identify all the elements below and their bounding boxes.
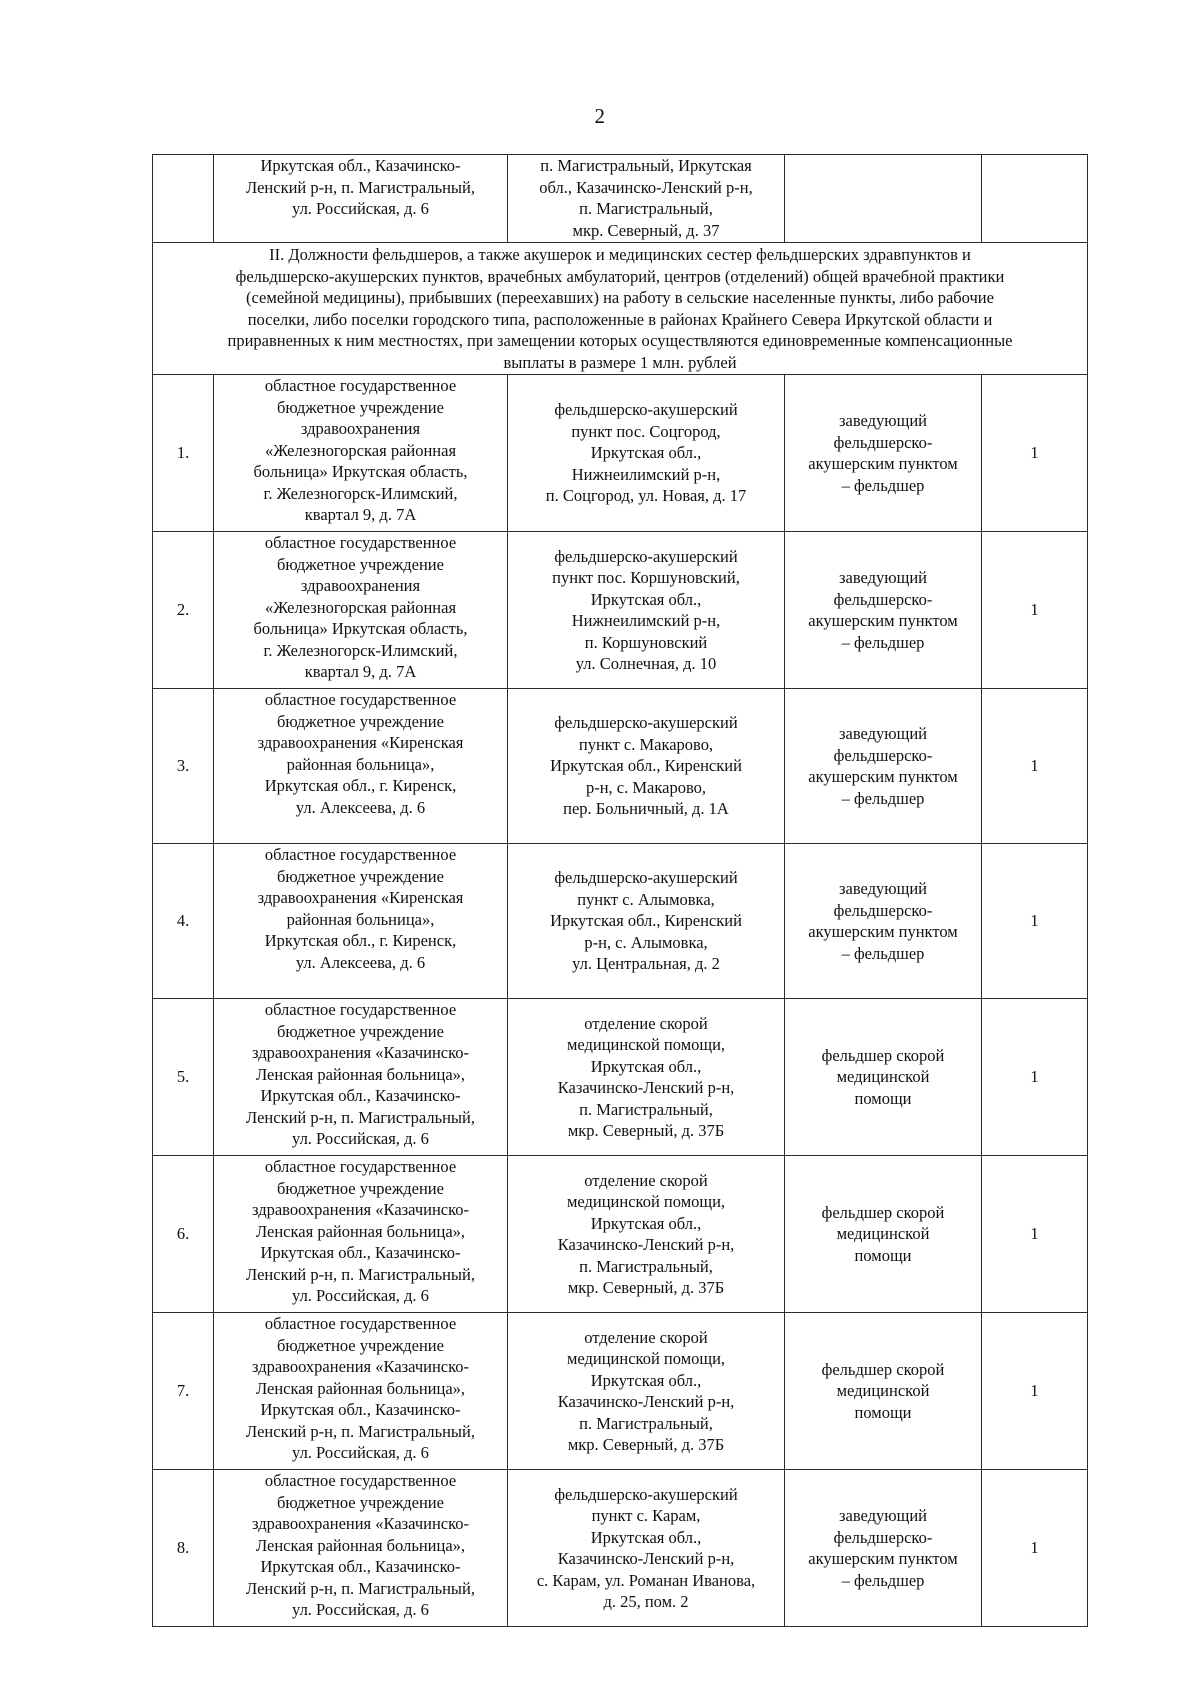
cell-unit: [508, 844, 785, 999]
cell-position: [785, 1470, 982, 1627]
unit-line: фельдшерско-акушерский: [554, 713, 738, 733]
institution-line: Ленский р-н, п. Магистральный,: [246, 1107, 475, 1127]
position-line: фельдшерско-: [833, 1527, 933, 1547]
institution-line: Иркутская обл., Казачинско-: [260, 156, 461, 175]
cell-position: [785, 1313, 982, 1470]
cell-unit: [508, 1156, 785, 1313]
unit-line: п. Коршуновский: [584, 632, 708, 652]
unit-line: Казачинско-Ленский р-н,: [557, 1392, 735, 1411]
position-line: фельдшер скорой: [821, 1045, 945, 1065]
position-line: акушерским пунктом: [808, 454, 958, 473]
unit-line: д. 25, пом. 2: [603, 1592, 689, 1611]
unit-line: п. Магистральный,: [579, 199, 713, 218]
institution-line: Ленская районная больница»,: [255, 1378, 466, 1398]
unit-line: Иркутская обл.,: [590, 1213, 702, 1233]
cell-count: 1: [982, 689, 1088, 844]
unit-line: пункт с. Карам,: [591, 1506, 701, 1525]
position-line: фельдшерско-: [833, 432, 933, 452]
institution-line: ул. Российская, д. 6: [292, 1600, 429, 1619]
table-row: [153, 1470, 1088, 1627]
institution-line: бюджетное учреждение: [277, 397, 444, 417]
cell-number: 6.: [153, 1156, 214, 1313]
unit-line: мкр. Северный, д. 37Б: [567, 1435, 725, 1454]
unit-line: мкр. Северный, д. 37Б: [567, 1278, 725, 1297]
institution-line: ул. Российская, д. 6: [292, 1129, 429, 1148]
cell-number: 3.: [153, 689, 214, 844]
cell-institution: [214, 689, 508, 844]
unit-line: Иркутская обл., Киренский: [550, 756, 742, 776]
unit-line: Иркутская обл.,: [590, 1370, 702, 1390]
section-line: поселки, либо поселки городского типа, расположенные в районах Крайнего Севера Иркутской области и: [247, 309, 993, 329]
cell-count: 1: [982, 1313, 1088, 1470]
cell-institution: [214, 155, 508, 243]
unit-line: медицинской помощи,: [566, 1035, 726, 1054]
unit-line: п. Магистральный,: [579, 1256, 713, 1276]
institution-line: бюджетное учреждение: [277, 1021, 444, 1041]
position-line: заведующий: [839, 568, 927, 587]
institution-line: Иркутская обл., Казачинско-: [260, 1243, 461, 1262]
position-line: – фельдшер: [841, 475, 925, 495]
cell-position: [785, 375, 982, 532]
cell-number: 4.: [153, 844, 214, 999]
institution-line: областное государственное: [264, 1157, 457, 1176]
position-line: фельдшер скорой: [821, 1359, 945, 1379]
institution-line: ул. Российская, д. 6: [292, 1443, 429, 1462]
position-line: – фельдшер: [841, 943, 925, 963]
institution-line: областное государственное: [264, 690, 457, 709]
unit-line: медицинской помощи,: [566, 1349, 726, 1368]
institution-line: квартал 9, д. 7А: [304, 505, 417, 524]
unit-line: пер. Больничный, д. 1А: [563, 799, 729, 819]
cell-unit: [508, 1470, 785, 1627]
cell-institution: [214, 1313, 508, 1470]
cell-institution: [214, 532, 508, 689]
unit-line: Нижнеилимский р-н,: [571, 611, 721, 630]
position-line: фельдшер скорой: [821, 1202, 945, 1222]
cell-number: 8.: [153, 1470, 214, 1627]
cell-institution: [214, 1156, 508, 1313]
position-line: – фельдшер: [841, 1570, 925, 1590]
unit-line: пункт с. Макарово,: [578, 734, 714, 754]
position-line: заведующий: [839, 879, 927, 898]
page-number: 2: [594, 104, 606, 128]
institution-line: областное государственное: [264, 1314, 457, 1333]
institution-line: Ленский р-н, п. Магистральный,: [246, 177, 475, 197]
institution-line: г. Железногорск-Илимский,: [263, 483, 458, 503]
unit-line: Казачинско-Ленский р-н,: [557, 1235, 735, 1254]
institution-line: бюджетное учреждение: [277, 554, 444, 574]
institution-line: здравоохранения «Киренская: [257, 888, 464, 907]
cell-institution: [214, 844, 508, 999]
cell-count: 1: [982, 1156, 1088, 1313]
cell-institution: [214, 375, 508, 532]
institution-line: Ленский р-н, п. Магистральный,: [246, 1578, 475, 1598]
institution-line: бюджетное учреждение: [277, 1178, 444, 1198]
unit-line: п. Магистральный,: [579, 1413, 713, 1433]
unit-line: медицинской помощи,: [566, 1192, 726, 1211]
unit-line: ул. Центральная, д. 2: [572, 954, 720, 974]
institution-line: здравоохранения «Казачинско-: [251, 1357, 470, 1376]
unit-line: мкр. Северный, д. 37Б: [567, 1121, 725, 1140]
position-line: акушерским пунктом: [808, 767, 958, 786]
institution-line: областное государственное: [264, 1471, 457, 1490]
institution-line: бюджетное учреждение: [277, 711, 444, 731]
position-line: помощи: [854, 1088, 912, 1108]
position-line: фельдшерско-: [833, 900, 933, 920]
institution-line: Иркутская обл., Казачинско-: [260, 1557, 461, 1576]
institution-line: здравоохранения «Казачинско-: [251, 1043, 470, 1062]
position-line: заведующий: [839, 411, 927, 430]
cell-unit: [508, 532, 785, 689]
table-row: [153, 999, 1088, 1156]
position-line: акушерским пунктом: [808, 1549, 958, 1568]
cell-unit: [508, 999, 785, 1156]
table-row: [153, 532, 1088, 689]
institution-line: Ленская районная больница»,: [255, 1535, 466, 1555]
institution-line: ул. Российская, д. 6: [292, 199, 429, 218]
cell-count: 1: [982, 999, 1088, 1156]
unit-line: фельдшерско-акушерский: [554, 1484, 738, 1504]
institution-line: «Железногорская районная: [264, 440, 457, 460]
continuation-row: [153, 155, 1088, 243]
institution-line: больница» Иркутская область,: [253, 462, 468, 481]
unit-line: мкр. Северный, д. 37: [572, 220, 720, 240]
institution-line: ул. Российская, д. 6: [292, 1286, 429, 1305]
table-row: [153, 1313, 1088, 1470]
unit-line: ул. Солнечная, д. 10: [575, 654, 717, 673]
cell-count: 1: [982, 532, 1088, 689]
cell-number: [153, 155, 214, 243]
institution-line: Ленская районная больница»,: [255, 1221, 466, 1241]
institution-line: районная больница»,: [286, 754, 435, 774]
cell-institution: [214, 999, 508, 1156]
unit-line: пункт пос. Соцгород,: [571, 421, 721, 441]
institution-line: Иркутская обл., г. Киренск,: [264, 931, 457, 950]
section-line: II. Должности фельдшеров, а также акушерок и медицинских сестер фельдшерских здравпунктов и: [269, 245, 971, 264]
unit-line: Казачинско-Ленский р-н,: [557, 1549, 735, 1568]
unit-line: отделение скорой: [584, 1327, 708, 1347]
cell-unit: [508, 375, 785, 532]
position-line: акушерским пунктом: [808, 922, 958, 941]
cell-position: [785, 155, 982, 243]
unit-line: п. Соцгород, ул. Новая, д. 17: [545, 486, 747, 506]
table-row: [153, 844, 1088, 999]
institution-line: здравоохранения «Киренская: [257, 733, 464, 752]
unit-line: Иркутская обл.,: [590, 589, 702, 609]
cell-unit: [508, 689, 785, 844]
position-line: заведующий: [839, 724, 927, 743]
cell-count: 1: [982, 844, 1088, 999]
institution-line: Иркутская обл., г. Киренск,: [264, 776, 457, 795]
unit-line: Иркутская обл., Киренский: [550, 911, 742, 931]
section-line: (семейной медицины), прибывших (переехавших) на работу в сельские населенные пункты, либо рабочие: [246, 288, 994, 307]
institution-line: Ленский р-н, п. Магистральный,: [246, 1421, 475, 1441]
institution-line: бюджетное учреждение: [277, 866, 444, 886]
cell-position: [785, 532, 982, 689]
position-line: акушерским пунктом: [808, 611, 958, 630]
cell-unit: [508, 155, 785, 243]
unit-line: с. Карам, ул. Романан Иванова,: [536, 1570, 756, 1590]
cell-position: [785, 689, 982, 844]
unit-line: Нижнеилимский р-н,: [571, 464, 721, 484]
section-heading: [153, 243, 1088, 375]
institution-line: Ленский р-н, п. Магистральный,: [246, 1264, 475, 1284]
institution-line: здравоохранения «Казачинско-: [251, 1514, 470, 1533]
unit-line: р-н, с. Алымовка,: [584, 932, 708, 952]
position-line: медицинской: [836, 1067, 930, 1087]
institution-line: здравоохранения «Казачинско-: [251, 1200, 470, 1219]
position-line: медицинской: [836, 1224, 930, 1244]
unit-line: обл., Казачинско-Ленский р-н,: [539, 177, 753, 197]
institution-line: бюджетное учреждение: [277, 1335, 444, 1355]
unit-line: фельдшерско-акушерский: [554, 546, 738, 566]
position-line: фельдшерско-: [833, 745, 933, 765]
cell-count: 1: [982, 375, 1088, 532]
unit-line: п. Магистральный, Иркутская: [540, 156, 752, 175]
cell-number: 1.: [153, 375, 214, 532]
cell-number: 5.: [153, 999, 214, 1156]
cell-position: [785, 999, 982, 1156]
unit-line: пункт с. Алымовка,: [577, 889, 715, 909]
institution-line: Иркутская обл., Казачинско-: [260, 1086, 461, 1105]
section-line: приравненных к ним местностях, при замещении которых осуществляются единовременные компенсационные: [227, 331, 1013, 350]
institution-line: здравоохранения: [300, 576, 421, 595]
position-line: заведующий: [839, 1506, 927, 1525]
section-line: выплаты в размере 1 млн. рублей: [503, 352, 737, 372]
institution-line: квартал 9, д. 7А: [304, 662, 417, 681]
section-line: фельдшерско-акушерских пунктов, врачебных амбулаторий, центров (отделений) общей врачебной практики: [235, 266, 1005, 286]
cell-number: 2.: [153, 532, 214, 689]
unit-line: Иркутская обл.,: [590, 1527, 702, 1547]
positions-table: [152, 154, 1088, 1627]
institution-line: здравоохранения: [300, 419, 421, 438]
institution-line: бюджетное учреждение: [277, 1492, 444, 1512]
unit-line: Казачинско-Ленский р-н,: [557, 1078, 735, 1097]
institution-line: Ленская районная больница»,: [255, 1064, 466, 1084]
table-row: [153, 375, 1088, 532]
unit-line: р-н, с. Макарово,: [585, 777, 707, 797]
position-line: помощи: [854, 1402, 912, 1422]
table-row: [153, 689, 1088, 844]
unit-line: фельдшерско-акушерский: [554, 868, 738, 888]
institution-line: районная больница»,: [286, 909, 435, 929]
position-line: фельдшерско-: [833, 589, 933, 609]
position-line: – фельдшер: [841, 788, 925, 808]
table-row: [153, 1156, 1088, 1313]
institution-line: г. Железногорск-Илимский,: [263, 640, 458, 660]
cell-institution: [214, 1470, 508, 1627]
positions-table-body: [153, 155, 1088, 1627]
institution-line: ул. Алексеева, д. 6: [295, 952, 426, 972]
cell-unit: [508, 1313, 785, 1470]
unit-line: п. Магистральный,: [579, 1099, 713, 1119]
cell-position: [785, 1156, 982, 1313]
position-line: медицинской: [836, 1381, 930, 1401]
section-header-row: [153, 243, 1088, 375]
institution-line: областное государственное: [264, 845, 457, 864]
position-line: помощи: [854, 1245, 912, 1265]
institution-line: областное государственное: [264, 376, 457, 395]
unit-line: Иркутская обл.,: [590, 443, 702, 463]
institution-line: «Железногорская районная: [264, 597, 457, 617]
institution-line: Иркутская обл., Казачинско-: [260, 1400, 461, 1419]
unit-line: фельдшерско-акушерский: [554, 400, 738, 420]
cell-count: [982, 155, 1088, 243]
unit-line: Иркутская обл.,: [590, 1056, 702, 1076]
institution-line: больница» Иркутская область,: [253, 619, 468, 638]
institution-line: областное государственное: [264, 533, 457, 552]
unit-line: отделение скорой: [584, 1013, 708, 1033]
institution-line: областное государственное: [264, 1000, 457, 1019]
unit-line: пункт пос. Коршуновский,: [552, 568, 740, 587]
institution-line: ул. Алексеева, д. 6: [295, 797, 426, 817]
position-line: – фельдшер: [841, 632, 925, 652]
cell-count: 1: [982, 1470, 1088, 1627]
cell-position: [785, 844, 982, 999]
cell-number: 7.: [153, 1313, 214, 1470]
unit-line: отделение скорой: [584, 1170, 708, 1190]
